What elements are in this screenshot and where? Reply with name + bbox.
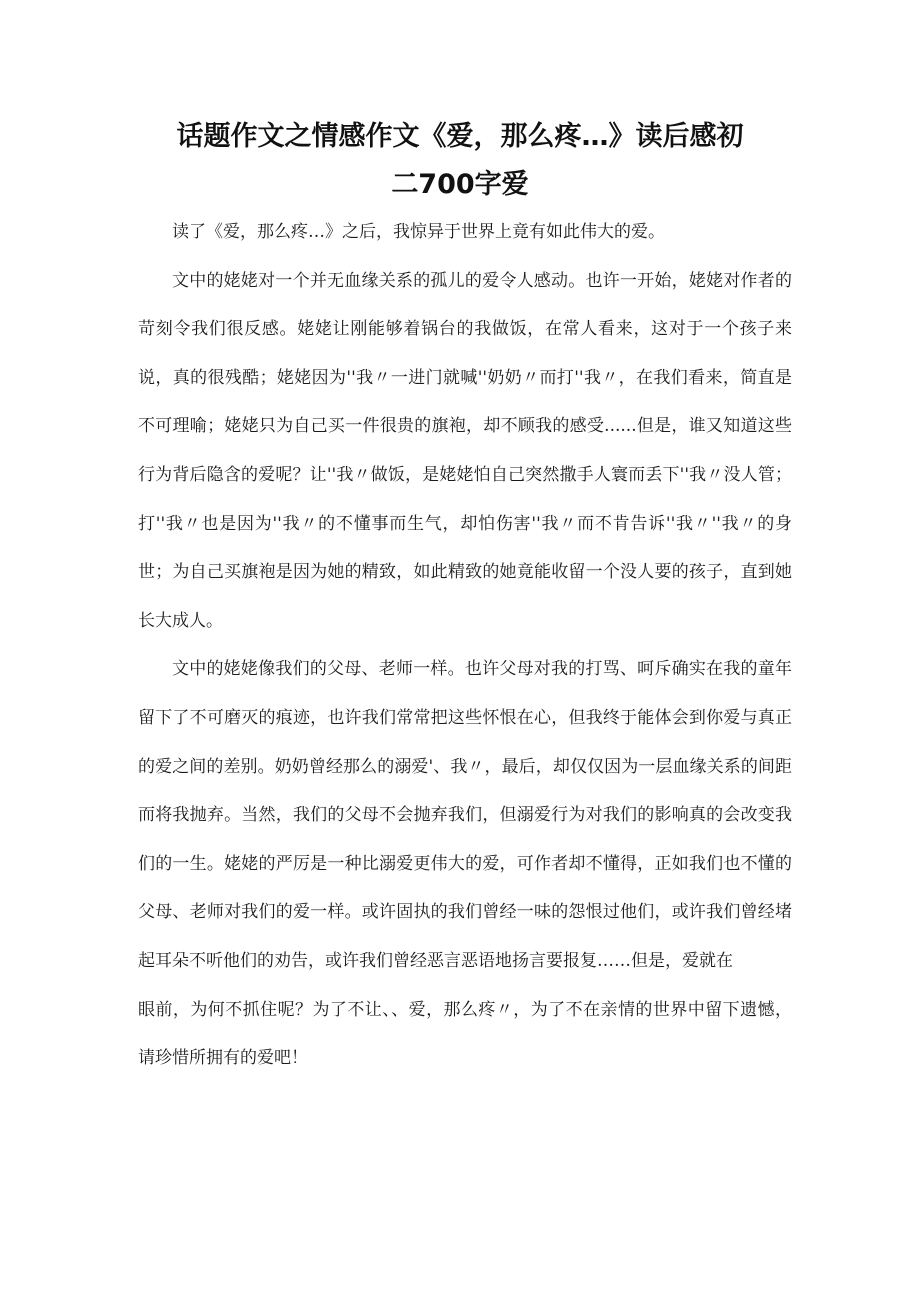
document-title-line-2: 二700字爱 xyxy=(391,169,529,200)
paragraph-intro: 读了《爱，那么疼…》之后，我惊异于世界上竟有如此伟大的爱。 xyxy=(172,222,665,242)
document-title-line-1: 话题作文之情感作文《爱，那么疼…》读后感初 xyxy=(176,121,744,152)
paragraph-grandma-love: 文中的姥姥对一个并无血缘关系的孤儿的爱令人感动。也许一开始，姥姥对作者的苛刻令我们很反感。姥姥让刚能够着锅台的我做饭，在常人看来，这对于一个孩子来说，真的很残酷；姥姥因为''我〃一进门就喊''奶奶〃而打''我〃，在我们看来，简直是不可理喻；姥姥只为自己买一件很贵的旗袍，却不顾我的感受......但是，谁又知道这些行为背后隐含的爱呢？让''我〃做饭，是姥姥怕自己突然撒手人寰而丢下''我〃没人管；打''我〃也是因为''我〃的不懂事而生气，却怕伤害''我〃而不肯告诉''我〃''我〃的身世；为自己买旗袍是因为她的精致，如此精致的她竟能收留一个没人要的孩子，直到她长大成人。 xyxy=(138,270,792,631)
paragraph-parents-teachers: 文中的姥姥像我们的父母、老师一样。也许父母对我的打骂、呵斥确实在我的童年留下了不可磨灭的痕迹，也许我们常常把这些怀恨在心，但我终于能体会到你爱与真正的爱之间的差别。奶奶曾经那么的溺爱'、我〃，最后，却仅仅因为一层血缘关系的间距而将我抛弃。当然，我们的父母不会抛弃我们，但溺爱行为对我们的影响真的会改变我们的一生。姥姥的严厉是一种比溺爱更伟大的爱，可作者却不懂得，正如我们也不懂的父母、老师对我们的爱一样。或许固执的我们曾经一味的怨恨过他们，或许我们曾经堵起耳朵不听他们的劝告，或许我们曾经恶言恶语地扬言要报复……但是，爱就在 xyxy=(138,659,792,971)
document-body xyxy=(138,208,792,1083)
paragraph-conclusion: 眼前，为何不抓住呢？为了不让、、爱，那么疼〃，为了不在亲情的世界中留下遗憾，请珍惜所拥有的爱吧！ xyxy=(138,999,792,1069)
